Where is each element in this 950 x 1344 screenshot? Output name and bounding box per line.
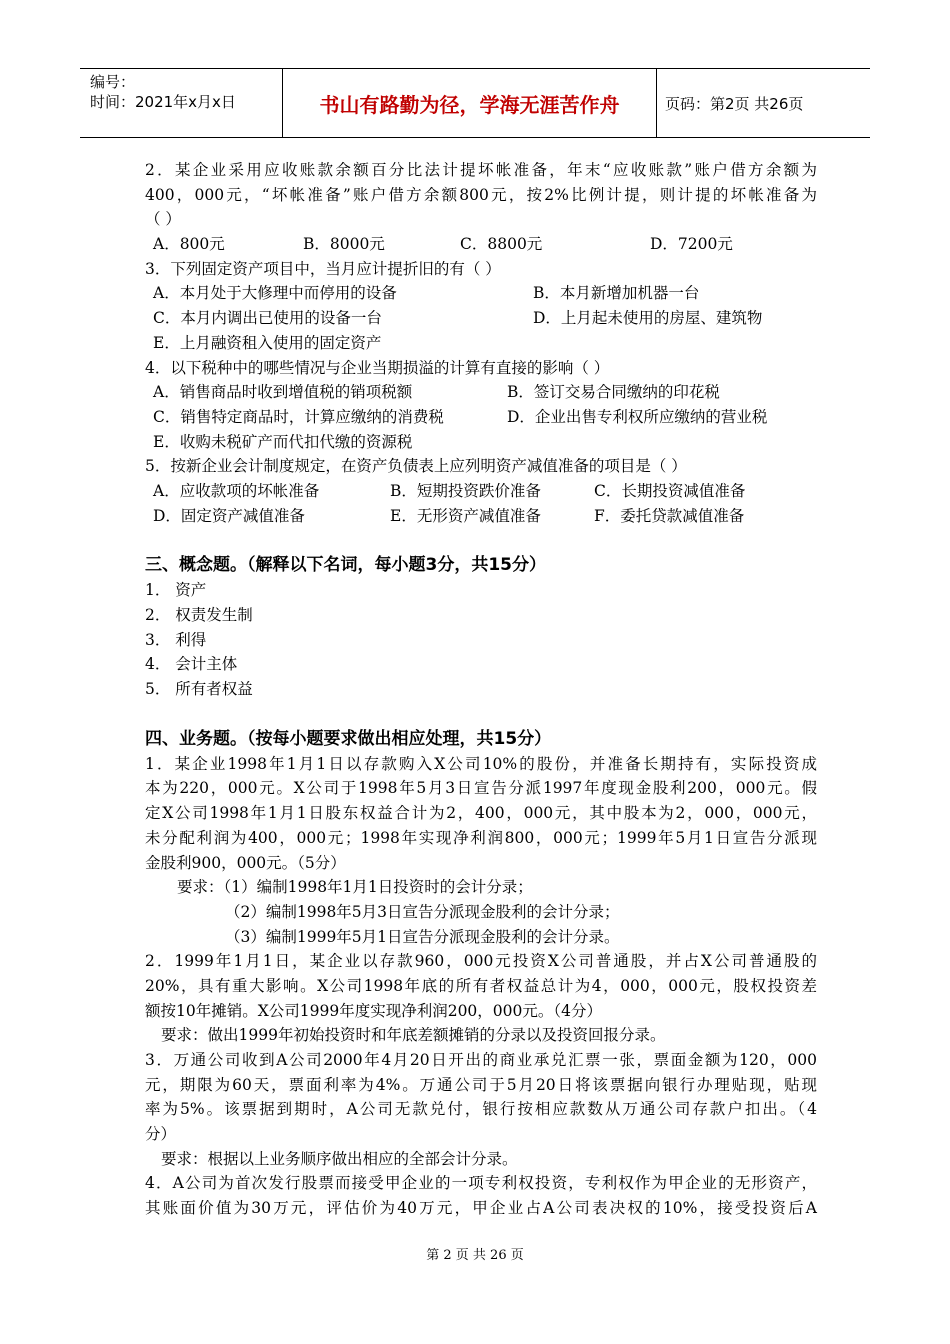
document-body [145, 158, 817, 1221]
list-item: 5． 所有者权益 [145, 680, 253, 699]
problem-text: 1．某企业1998年1月1日以存款购入X公司10%的股份，并准备长期持有，实际投资成 [145, 754, 817, 773]
question-2 [145, 158, 817, 257]
options-row [145, 430, 817, 455]
option-c: C．长期投资减值准备 [594, 481, 746, 500]
problem-3 [145, 1048, 817, 1171]
option-a: A．本月处于大修理中而停用的设备 [153, 284, 397, 303]
header-motto: 书山有路勤为径，学海无涯苦作舟 [282, 69, 657, 137]
option-a: A．应收款项的坏帐准备 [153, 481, 320, 500]
number-label: 编号： [90, 73, 136, 91]
options-row [145, 281, 817, 306]
options-row [145, 405, 817, 430]
question-5 [145, 454, 817, 528]
option-b: B．本月新增加机器一台 [533, 284, 700, 303]
problem-text: 额按10年摊销。X公司1999年度实现净利润200，000元。（4分） [145, 1001, 602, 1020]
header-meta [80, 69, 282, 137]
option-c: C．本月内调出已使用的设备一台 [153, 309, 382, 328]
problem-text: 20%，具有重大影响。X公司1998年底的所有者权益总计为4，000，000元，股权投资差 [145, 976, 817, 995]
section-3-items [145, 578, 817, 701]
option-a: A．销售商品时收到增值税的销项税额 [153, 383, 413, 402]
question-stem: 4．以下税种中的哪些情况与企业当期损溢的计算有直接的影响（ ） [145, 358, 610, 377]
list-item: 1． 资产 [145, 581, 207, 600]
question-text: 400，000元，“坏帐准备”账户借方余额800元，按2%比例计提，则计提的坏帐准备为 [145, 185, 817, 204]
list-item: 2． 权责发生制 [145, 606, 253, 624]
option-c: C．8800元 [460, 235, 543, 254]
problem-2 [145, 949, 817, 1048]
problem-text: 4．A公司为首次发行股票而接受甲企业的一项专利权投资，专利权作为甲企业的无形资产， [145, 1174, 817, 1193]
question-stem: 3．下列固定资产项目中，当月应计提折旧的有（ ） [145, 259, 501, 278]
option-b: B．签订交易合同缴纳的印花税 [507, 383, 720, 402]
option-b: B．短期投资跌价准备 [390, 481, 541, 500]
problem-text: 分） [145, 1125, 177, 1144]
page-footer: 第 2 页 共 26 页 [426, 1248, 524, 1263]
question-text: （ ） [145, 210, 181, 229]
time-label: 时间：2021年x月x日 [90, 93, 236, 111]
requirement: 要求：（1）编制1998年1月1日投资时的会计分录； [177, 878, 533, 897]
options-row [145, 380, 817, 405]
requirement: （2）编制1998年5月3日宣告分派现金股利的会计分录； [225, 902, 620, 921]
list-item: 4． 会计主体 [145, 655, 238, 674]
options-row [145, 504, 817, 529]
option-d: D．固定资产减值准备 [153, 506, 305, 525]
requirement: 要求：根据以上业务顺序做出相应的全部会计分录。 [161, 1149, 518, 1168]
problem-text: 其账面价值为30万元，评估价为40万元，甲企业占A公司表决权的10%，接受投资后A [145, 1199, 817, 1218]
section-3-title: 三、概念题。（解释以下名词，每小题3分，共15分） [145, 555, 546, 576]
problem-text: 元，期限为60天，票面利率为4%。万通公司于5月20日将该票据向银行办理贴现，贴现 [145, 1075, 817, 1094]
option-d: D．企业出售专利权所应缴纳的营业税 [507, 407, 768, 426]
problem-text: 本为220，000元。X公司于1998年5月3日宣告分派1997年度现金股利200，000元。假 [145, 779, 817, 798]
option-d: D．7200元 [650, 235, 733, 254]
page-header [80, 68, 870, 138]
option-a: A．800元 [153, 235, 225, 254]
question-text: 2．某企业采用应收账款余额百分比法计提坏帐准备，年末“应收账款”账户借方余额为 [145, 161, 817, 179]
option-c: C．销售特定商品时，计算应缴纳的消费税 [153, 407, 444, 426]
options-row [145, 306, 817, 331]
problem-text: 定X公司1998年1月1日股东权益合计为2，400，000元，其中股本为2，000，000元， [145, 804, 817, 823]
problem-text: 金股利900，000元。（5分） [145, 853, 346, 872]
options-row [145, 331, 817, 356]
option-e: E．无形资产减值准备 [390, 506, 541, 525]
question-3 [145, 257, 817, 356]
options-row [145, 479, 817, 504]
problem-4 [145, 1171, 817, 1220]
option-d: D．上月起未使用的房屋、建筑物 [533, 309, 763, 328]
question-stem: 5．按新企业会计制度规定，在资产负债表上应列明资产减值准备的项目是（ ） [145, 457, 687, 476]
problem-text: 3．万通公司收到A公司2000年4月20日开出的商业承兑汇票一张，票面金额为120，000 [145, 1051, 817, 1069]
section-4-title: 四、业务题。（按每小题要求做出相应处理，共15分） [145, 728, 552, 749]
option-e: E．收购未税矿产而代扣代缴的资源税 [153, 432, 413, 451]
options-row [145, 232, 817, 257]
option-f: F．委托贷款减值准备 [594, 506, 745, 525]
question-4 [145, 356, 817, 455]
requirement: 要求：做出1999年初始投资时和年底差额摊销的分录以及投资回报分录。 [161, 1026, 666, 1045]
requirement: （3）编制1999年5月1日宣告分派现金股利的会计分录。 [225, 927, 620, 946]
problem-text: 未分配利润为400，000元；1998年实现净利润800，000元；1999年5月1日宣告分派现 [145, 828, 817, 847]
list-item: 3． 利得 [145, 630, 207, 649]
option-b: B．8000元 [303, 235, 385, 254]
problem-text: 2．1999年1月1日，某企业以存款960，000元投资X公司普通股，并占X公司普通股的 [145, 952, 817, 971]
problem-1 [145, 752, 817, 950]
option-e: E．上月融资租入使用的固定资产 [153, 333, 382, 352]
problem-text: 率为5%。该票据到期时，A公司无款兑付，银行按相应款数从万通公司存款户扣出。（4 [145, 1100, 817, 1119]
header-page-info: 页码：第2页 共26页 [665, 95, 804, 113]
